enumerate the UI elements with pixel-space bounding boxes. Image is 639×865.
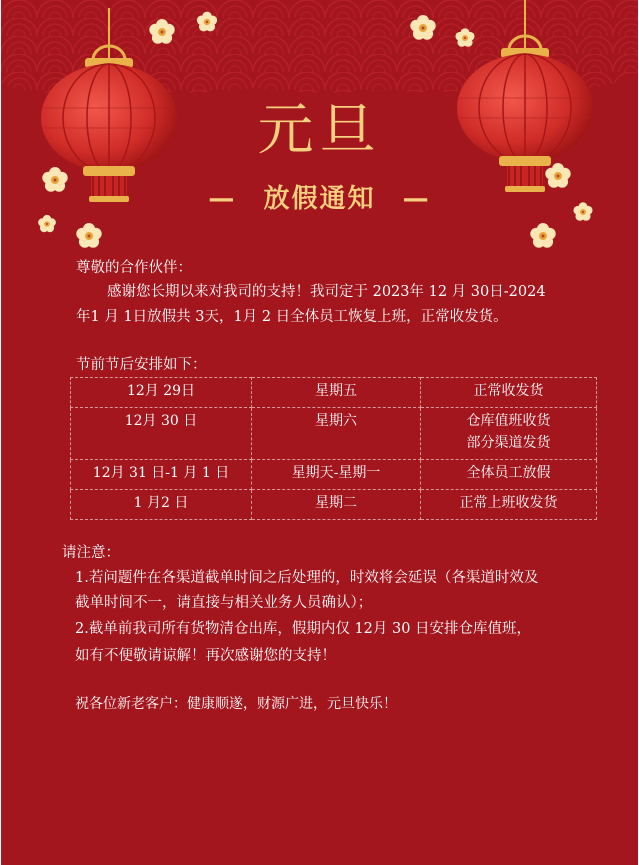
- page-subtitle: [1, 178, 638, 215]
- note-2-line-1: 2.截单前我司所有货物清仓出库，假期内仅 12月 30 日安排仓库值班，: [75, 621, 532, 637]
- arrangement-cell: [421, 408, 597, 460]
- weekday-cell: 星期五: [252, 378, 421, 408]
- schedule-table: [70, 377, 597, 520]
- body-line-2: 年1 月 1日放假共 3天，1月 2 日全体员工恢复上班，正常收发货。: [76, 309, 508, 325]
- arrangement-text: 仓库值班收货: [466, 413, 551, 429]
- holiday-notice-page: [1, 0, 638, 865]
- weekday-cell: 星期六: [252, 408, 421, 460]
- table-row: [71, 408, 597, 460]
- arrangement-text: 全体员工放假: [466, 465, 551, 481]
- table-row: [71, 490, 597, 520]
- closing-wishes: 祝各位新老客户：健康顺遂，财源广进，元旦快乐！: [75, 696, 397, 712]
- weekday-cell: 星期二: [252, 490, 421, 520]
- date-cell: 1 月2 日: [71, 490, 252, 520]
- date-cell: 12月 30 日: [71, 408, 252, 460]
- body-line-1: 感谢您长期以来对我司的支持！我司定于 2023年 12 月 30日-2024: [107, 284, 546, 300]
- schedule-heading: 节前节后安排如下：: [76, 357, 207, 373]
- note-1-line-2: 截单时间不一，请直接与相关业务人员确认）；: [75, 595, 373, 611]
- arrangement-cell: [421, 460, 597, 490]
- weekday-cell: 星期天-星期一: [252, 460, 421, 490]
- note-1-line-1: 1.若问题件在各渠道截单时间之后处理的，时效将会延误（各渠道时效及: [75, 570, 539, 586]
- notes-heading: 请注意：: [62, 545, 120, 561]
- table-row: [71, 460, 597, 490]
- arrangement-text: 部分渠道发货: [466, 435, 551, 451]
- subtitle-dash-right: —: [402, 184, 431, 214]
- date-cell: 12月 29日: [71, 378, 252, 408]
- table-row: [71, 378, 597, 408]
- page-title: 元旦: [257, 98, 382, 163]
- arrangement-text: 正常上班收发货: [459, 495, 558, 511]
- arrangement-cell: [421, 490, 597, 520]
- greeting: 尊敬的合作伙伴：: [76, 260, 192, 276]
- subtitle-text: 放假通知: [263, 184, 376, 214]
- arrangement-cell: [421, 378, 597, 408]
- arrangement-text: 正常收发货: [473, 383, 544, 399]
- date-cell: 12月 31 日-1 月 1 日: [71, 460, 252, 490]
- note-2-line-2: 如有不便敬请谅解！再次感谢您的支持！: [75, 648, 336, 664]
- subtitle-dash-left: —: [208, 184, 237, 214]
